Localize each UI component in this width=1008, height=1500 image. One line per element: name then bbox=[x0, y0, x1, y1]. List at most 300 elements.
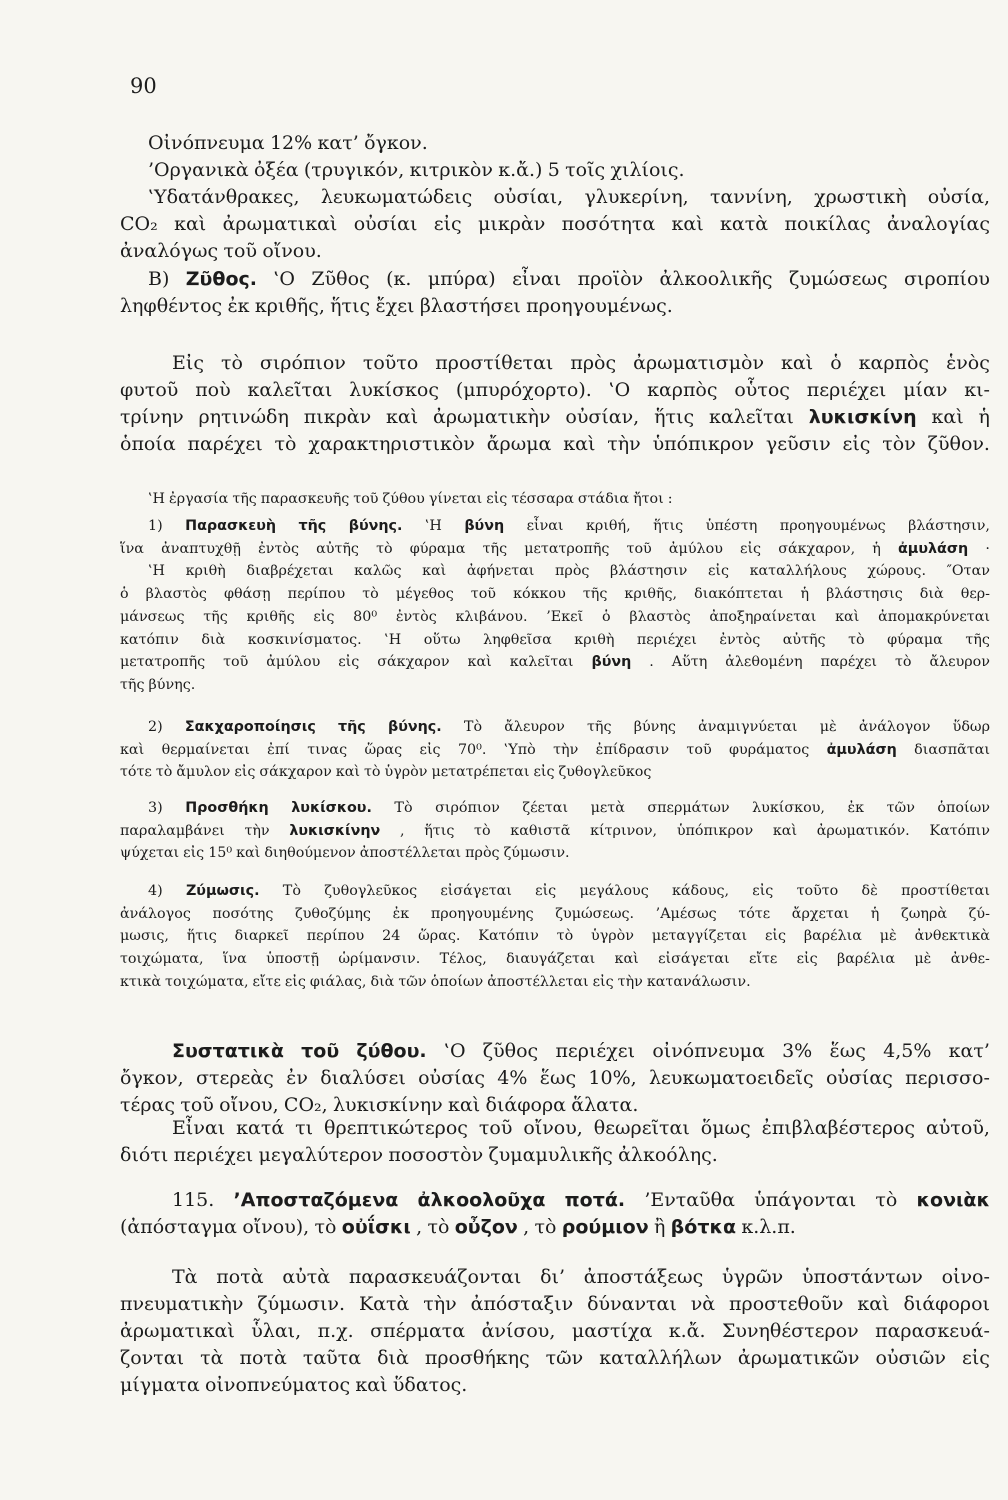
word: καὶ bbox=[772, 822, 798, 839]
word: ζωηρὰ bbox=[900, 905, 948, 922]
word: βλαστήσει bbox=[419, 295, 521, 317]
word: μεταγγίζεται bbox=[651, 928, 748, 945]
word: ἀναλόγως bbox=[120, 240, 219, 262]
word: ἐργασία bbox=[169, 491, 229, 507]
word: τὸν bbox=[882, 433, 916, 455]
word: ἀρωματισμὸν bbox=[633, 352, 765, 374]
word: διαβρέχεται bbox=[246, 563, 334, 580]
word: παρέχει bbox=[820, 654, 878, 671]
word: · bbox=[985, 540, 990, 557]
word: (τρυγικόν, bbox=[303, 159, 405, 181]
text-line bbox=[120, 903, 990, 926]
bold-word: τοῦ bbox=[301, 1040, 340, 1062]
word: Τὰ bbox=[172, 1266, 198, 1288]
word: βλάστησιν bbox=[610, 563, 688, 580]
word: ἵνα bbox=[222, 951, 247, 968]
bold-word: Προσθήκη bbox=[185, 800, 269, 816]
word: ἐντὸς bbox=[719, 631, 761, 648]
word: τῆς bbox=[965, 631, 990, 648]
word: τὸ bbox=[427, 1216, 450, 1238]
word: ποτὰ bbox=[216, 1266, 264, 1288]
word: . bbox=[649, 654, 654, 671]
word: οὐσίαν, bbox=[565, 406, 640, 428]
text-line bbox=[120, 1264, 990, 1291]
word: κριθῆς bbox=[246, 608, 295, 625]
word: καταλλήλους bbox=[749, 563, 847, 580]
word: ἅλατα. bbox=[571, 1094, 639, 1116]
word: ἐντὸς bbox=[395, 608, 437, 625]
word: ζῦθος bbox=[482, 1040, 539, 1062]
word: ἄλευρον bbox=[929, 654, 990, 671]
word: κατὰ bbox=[720, 213, 769, 235]
word: κατ’ bbox=[948, 1040, 990, 1062]
word: τὴν bbox=[607, 433, 641, 455]
word: Κατὰ bbox=[358, 1293, 410, 1315]
text-line bbox=[120, 1115, 990, 1142]
text-line bbox=[120, 739, 990, 762]
word: ἀνίσου, bbox=[481, 1320, 556, 1342]
word: ταννίνη, bbox=[709, 186, 793, 208]
word: ἔχει bbox=[375, 295, 415, 317]
bold-word: ζύθου. bbox=[356, 1040, 427, 1062]
word: οἴνου, bbox=[219, 1094, 279, 1116]
word: ληφθέντος bbox=[120, 295, 223, 317]
paragraph bbox=[120, 488, 990, 511]
text-line bbox=[120, 560, 990, 583]
word: ψύχεται bbox=[120, 845, 180, 862]
word: εἰς bbox=[592, 973, 614, 990]
word: Εἰς bbox=[172, 352, 204, 374]
word: ἐντὸς bbox=[258, 540, 299, 557]
word: τοῦτο bbox=[362, 352, 419, 374]
word: σπερμάτων bbox=[647, 800, 730, 816]
word: ὑπάγονται bbox=[754, 1189, 857, 1211]
word: ὄγκον. bbox=[364, 132, 428, 154]
text-line bbox=[120, 674, 990, 697]
word: τῆς bbox=[120, 676, 145, 693]
word: παρασκευάζονται bbox=[348, 1266, 522, 1288]
word: ἐν bbox=[286, 1067, 308, 1089]
bold-word: βύνη bbox=[464, 518, 505, 534]
word: τοῦ bbox=[180, 1094, 214, 1116]
word: τῆς bbox=[582, 586, 608, 603]
word: οἴνου, bbox=[523, 1117, 583, 1139]
text-line bbox=[120, 1318, 990, 1345]
word: ‛Η bbox=[384, 631, 402, 648]
word: ἀπομακρύνεται bbox=[878, 608, 990, 625]
word: κόκκου bbox=[513, 586, 566, 603]
word: ’Εκεῖ bbox=[546, 608, 584, 625]
word: τοιχώματα, bbox=[120, 951, 204, 968]
word: ἀρωματικὴν bbox=[433, 406, 551, 428]
word: ὁ bbox=[601, 608, 611, 625]
word: βλάστησιν, bbox=[908, 518, 990, 534]
word: ἀποστέλλεται bbox=[487, 973, 589, 990]
word: ‛Ο bbox=[443, 1040, 466, 1062]
word: σιρόπιον bbox=[435, 800, 500, 816]
word: καλεῖται bbox=[708, 406, 794, 428]
text-line bbox=[120, 377, 990, 404]
word: γίνεται bbox=[428, 491, 483, 507]
word: καρπὸς bbox=[858, 352, 930, 374]
word: τέρας bbox=[120, 1094, 175, 1116]
word: φύραμα bbox=[409, 540, 466, 557]
word: διαυγάζεται bbox=[506, 951, 596, 968]
word: 4) bbox=[148, 883, 163, 899]
paragraph bbox=[120, 1264, 990, 1399]
word: εἰς bbox=[535, 883, 557, 899]
word: τὸ bbox=[274, 433, 297, 455]
word: 12% bbox=[269, 132, 313, 154]
text-line bbox=[120, 350, 990, 377]
word: Τὸ bbox=[282, 883, 301, 899]
word: σιρόπιον bbox=[259, 352, 346, 374]
word: τὴν bbox=[244, 822, 270, 839]
word: μαστίχα bbox=[571, 1320, 653, 1342]
word: μετὰ bbox=[590, 800, 625, 816]
bold-word: Ζῦθος. bbox=[185, 268, 257, 290]
word: μικρὰν bbox=[478, 213, 546, 235]
bold-word: λυκίσκου. bbox=[291, 800, 372, 816]
bold-word: ρούμιον bbox=[561, 1216, 649, 1238]
text-line bbox=[120, 1214, 990, 1241]
paragraph bbox=[120, 266, 990, 320]
word: προσθήκης bbox=[424, 1347, 530, 1369]
word: κριθῆς, bbox=[254, 295, 325, 317]
word: 1) bbox=[148, 518, 163, 534]
word: τὸ bbox=[362, 586, 379, 603]
word: αὐτοῦ, bbox=[925, 1117, 990, 1139]
word: ὁποίων bbox=[937, 800, 990, 816]
word: B) bbox=[148, 268, 170, 290]
word: εἰς bbox=[313, 608, 335, 625]
bold-word: τῆς bbox=[338, 719, 366, 735]
word: πρὸς bbox=[465, 845, 500, 862]
bold-word: βύνη bbox=[591, 654, 632, 671]
word: εἰς bbox=[433, 213, 462, 235]
word: Τέλος, bbox=[439, 951, 487, 968]
word: τοῖς bbox=[565, 159, 606, 181]
word: κριθὴ bbox=[574, 631, 615, 648]
text-line bbox=[120, 971, 990, 994]
text-line bbox=[120, 629, 990, 652]
word: περιέχει bbox=[806, 379, 887, 401]
text-line bbox=[120, 538, 990, 561]
word: ἥτις bbox=[653, 518, 684, 534]
word: διαλύσει bbox=[320, 1067, 406, 1089]
word: καλεῖται bbox=[509, 654, 574, 671]
word: Ζῦθος bbox=[311, 268, 370, 290]
word: CO₂, bbox=[283, 1094, 328, 1116]
word: ταῦτα bbox=[302, 1347, 362, 1369]
word: καὶ bbox=[355, 1374, 388, 1396]
word: εἰσάγεται bbox=[440, 883, 512, 899]
word: μετατροπῆς bbox=[524, 540, 610, 557]
word: τινας bbox=[307, 741, 348, 758]
word: καὶ bbox=[386, 406, 419, 428]
word: ποσότης bbox=[212, 905, 274, 922]
word: προηγουμένως. bbox=[526, 295, 673, 317]
word: γλυκερίνη, bbox=[584, 186, 689, 208]
word: οὐσία, bbox=[927, 186, 990, 208]
word: ἵνα bbox=[120, 540, 144, 557]
word: καὶ bbox=[174, 213, 207, 235]
word: κριθή, bbox=[585, 518, 631, 534]
word: ζέεται bbox=[522, 800, 569, 816]
word: σιροπίου bbox=[904, 268, 990, 290]
word: καὶ bbox=[422, 563, 447, 580]
word: πικρὰν bbox=[303, 406, 372, 428]
word: εἰς bbox=[234, 764, 256, 781]
word: τὴν bbox=[553, 741, 579, 758]
bold-word: οὖζον bbox=[454, 1216, 518, 1238]
word: εἰς bbox=[284, 973, 306, 990]
word: ἀναμιγνύεται bbox=[698, 719, 798, 735]
word: ἄρωμα bbox=[486, 433, 552, 455]
text-line bbox=[120, 606, 990, 629]
word: 15⁰ bbox=[208, 845, 233, 862]
word: φιάλας, bbox=[309, 973, 367, 990]
word: χρωστικὴ bbox=[814, 186, 907, 208]
word: ἤτοι bbox=[633, 491, 664, 507]
text-line bbox=[120, 716, 990, 739]
word: εἰς bbox=[752, 883, 774, 899]
bold-word: Παρασκευὴ bbox=[185, 518, 277, 534]
word: τῆς bbox=[587, 719, 612, 735]
word: λευκωματοειδεῖς bbox=[649, 1067, 814, 1089]
word: (ἀπόσταγμα bbox=[120, 1216, 238, 1238]
word: ἐπιβλαβέστερος bbox=[761, 1117, 916, 1139]
text-line bbox=[120, 1291, 990, 1318]
word: ἀμύλου bbox=[266, 654, 321, 671]
word: εἰς bbox=[419, 741, 441, 758]
word: (μπυρόχορτο). bbox=[455, 379, 592, 401]
word: εἰσάγεται bbox=[658, 951, 730, 968]
word: ἀρωματικαὶ bbox=[120, 1320, 235, 1342]
word: ’Ενταῦθα bbox=[644, 1189, 735, 1211]
paragraph bbox=[120, 1115, 990, 1169]
word: μὲ bbox=[879, 928, 897, 945]
word: αὐτῆς bbox=[316, 540, 359, 557]
word: 24 bbox=[382, 928, 401, 945]
word: διακόπτεται bbox=[694, 586, 784, 603]
bold-word: βύνης. bbox=[348, 518, 403, 534]
paragraph bbox=[120, 130, 990, 265]
word: τι bbox=[295, 1117, 314, 1139]
word: παρασκευά- bbox=[875, 1320, 990, 1342]
word: περιέχει bbox=[555, 1040, 636, 1062]
word: λυκίσκου, bbox=[752, 800, 825, 816]
word: τοῦ bbox=[626, 540, 652, 557]
word: ἐκ bbox=[847, 800, 865, 816]
word: τοῦ bbox=[223, 240, 258, 262]
word: καθιστᾶ bbox=[510, 822, 571, 839]
paragraph bbox=[120, 350, 990, 458]
bold-word: Συστατικὰ bbox=[172, 1040, 284, 1062]
word: τῶν bbox=[886, 800, 915, 816]
word: ζυμώσεως. bbox=[555, 905, 635, 922]
word: 5 bbox=[547, 159, 560, 181]
word: , bbox=[399, 822, 405, 839]
text-line bbox=[120, 1345, 990, 1372]
word: καὶ bbox=[563, 433, 596, 455]
bold-word: ἀμυλάση bbox=[826, 741, 897, 758]
word: ἀναλογίας bbox=[887, 213, 990, 235]
word: ὡρίμανσιν. bbox=[338, 951, 421, 968]
word: ὕδωρ bbox=[952, 719, 990, 735]
word: χώρους. bbox=[867, 563, 926, 580]
word: προηγουμένης bbox=[430, 905, 534, 922]
word: ἥτις bbox=[424, 822, 455, 839]
word: οὗτος bbox=[734, 379, 790, 401]
word: σάκχαρον, bbox=[778, 540, 856, 557]
word: διὰ bbox=[201, 631, 226, 648]
word: ποσοστὸν bbox=[388, 1144, 484, 1166]
word: ‛Υπὸ bbox=[503, 741, 536, 758]
word: καὶ bbox=[671, 213, 704, 235]
word: κάδους, bbox=[671, 883, 730, 899]
word: ὑγρῶν bbox=[722, 1266, 784, 1288]
text-line bbox=[120, 948, 990, 971]
word: μεγαλύτερον bbox=[258, 1144, 384, 1166]
word: 3% bbox=[782, 1040, 813, 1062]
word: εἰς bbox=[796, 951, 818, 968]
word: Αὕτη bbox=[671, 654, 708, 671]
word: τοῦ bbox=[470, 586, 496, 603]
word: ρητινώδη bbox=[198, 406, 289, 428]
word: προϊὸν bbox=[577, 268, 644, 290]
bold-word: ποτά. bbox=[564, 1189, 626, 1211]
word: ἀναπτυχθῇ bbox=[161, 540, 241, 557]
bold-word: λυκισκίνη bbox=[808, 406, 917, 428]
word: τὸ bbox=[556, 928, 574, 945]
word: ἡ bbox=[872, 540, 881, 557]
word: προστίθεται bbox=[435, 352, 554, 374]
bold-word: βότκα bbox=[670, 1216, 737, 1238]
text-line bbox=[120, 130, 990, 157]
word: ἥτις bbox=[186, 928, 217, 945]
word: ποτὰ bbox=[239, 1347, 287, 1369]
text-line bbox=[120, 431, 990, 458]
word: εἰς bbox=[486, 491, 508, 507]
word: τῶν bbox=[398, 973, 427, 990]
word: ἀνθεκτικὰ bbox=[914, 928, 990, 945]
word: ἀμύλου bbox=[668, 540, 723, 557]
word: ἀρωματικαὶ bbox=[222, 213, 338, 235]
word: εἶναι bbox=[512, 268, 562, 290]
word: μεγάλους bbox=[579, 883, 649, 899]
word: βλαστὸς bbox=[629, 608, 691, 625]
word: ὑγρὸν bbox=[384, 764, 428, 781]
word: ζυθοζύμης bbox=[294, 905, 371, 922]
word: 70⁰. bbox=[457, 741, 487, 758]
word: κριθῆς, bbox=[624, 586, 678, 603]
word: τὴν bbox=[423, 1293, 457, 1315]
text-line bbox=[120, 761, 990, 784]
text-line bbox=[120, 583, 990, 606]
word: εἰς bbox=[842, 433, 871, 455]
word: ἕως bbox=[539, 1067, 577, 1089]
word: κ.ἄ. bbox=[668, 1320, 706, 1342]
word: ἀρωματικῶν bbox=[737, 1347, 860, 1369]
text-line bbox=[120, 925, 990, 948]
word: ζυθογλεῦκος bbox=[558, 764, 652, 781]
word: εἰς bbox=[764, 928, 786, 945]
word: μάνσεως bbox=[120, 608, 185, 625]
word: , bbox=[416, 1216, 423, 1238]
word: βλάστησις bbox=[826, 586, 903, 603]
bold-word: λυκισκίνην bbox=[289, 822, 381, 839]
word: τότε bbox=[738, 905, 771, 922]
word: ζυθογλεῦκος bbox=[324, 883, 418, 899]
word: κατανάλωσιν. bbox=[646, 973, 751, 990]
word: ’Αμέσως bbox=[655, 905, 717, 922]
word: περισσο- bbox=[905, 1067, 990, 1089]
word: τοῦ bbox=[478, 1117, 513, 1139]
word: Τὸ bbox=[463, 719, 483, 735]
word: τὸ bbox=[894, 654, 912, 671]
word: ζονται bbox=[120, 1347, 185, 1369]
word: ἄλευρον bbox=[504, 719, 565, 735]
word: διάφοροι bbox=[903, 1293, 990, 1315]
word: παρέχει bbox=[187, 433, 263, 455]
bold-word: Σακχαροποίησις bbox=[184, 719, 316, 735]
word: ’Οργανικὰ bbox=[148, 159, 249, 181]
word: οἰνοπνεύματος bbox=[205, 1374, 351, 1396]
word: παραλαμβάνει bbox=[120, 822, 225, 839]
word: φυτοῦ bbox=[120, 379, 179, 401]
page-number: 90 bbox=[130, 74, 157, 98]
word: ἄμυλον bbox=[176, 764, 231, 781]
word: εἰς bbox=[707, 563, 729, 580]
paragraph bbox=[120, 880, 990, 994]
word: π.χ. bbox=[317, 1320, 354, 1342]
word: χιλίοις. bbox=[610, 159, 685, 181]
word: δύνανται bbox=[587, 1293, 677, 1315]
word: , bbox=[523, 1216, 530, 1238]
word: τοῦ bbox=[223, 654, 249, 671]
word: σάκχαρον bbox=[377, 654, 450, 671]
word: εἰς bbox=[961, 1347, 990, 1369]
word: πρὸς bbox=[570, 352, 617, 374]
word: ὀξέα bbox=[254, 159, 299, 181]
word: ζύμωσιν. bbox=[503, 845, 570, 862]
word: οἴνου. bbox=[262, 240, 322, 262]
word: διαρκεῖ bbox=[234, 928, 289, 945]
word: οὐσίας bbox=[418, 1067, 485, 1089]
text-line bbox=[120, 404, 990, 431]
word: τὸ bbox=[875, 1189, 898, 1211]
word: βλαστὸς bbox=[145, 586, 207, 603]
word: κι- bbox=[964, 379, 990, 401]
word: τὸ bbox=[848, 631, 865, 648]
word: οὐσίαι, bbox=[493, 186, 564, 208]
text-line bbox=[120, 842, 990, 865]
word: κίτρινον, bbox=[590, 822, 658, 839]
word: τοῦτο bbox=[796, 883, 839, 899]
word: Κατόπιν bbox=[929, 822, 990, 839]
word: διάφορα bbox=[485, 1094, 566, 1116]
word: διὰ bbox=[377, 1347, 409, 1369]
word: γεῦσιν bbox=[765, 433, 831, 455]
paragraph bbox=[120, 1187, 990, 1241]
word: τὰ bbox=[200, 1347, 224, 1369]
word: τρίνην bbox=[120, 406, 184, 428]
word: ἀνθε- bbox=[950, 951, 990, 968]
word: τὸ bbox=[363, 764, 381, 781]
word: τοῦ bbox=[353, 491, 379, 507]
word: Τὸ bbox=[394, 800, 413, 816]
